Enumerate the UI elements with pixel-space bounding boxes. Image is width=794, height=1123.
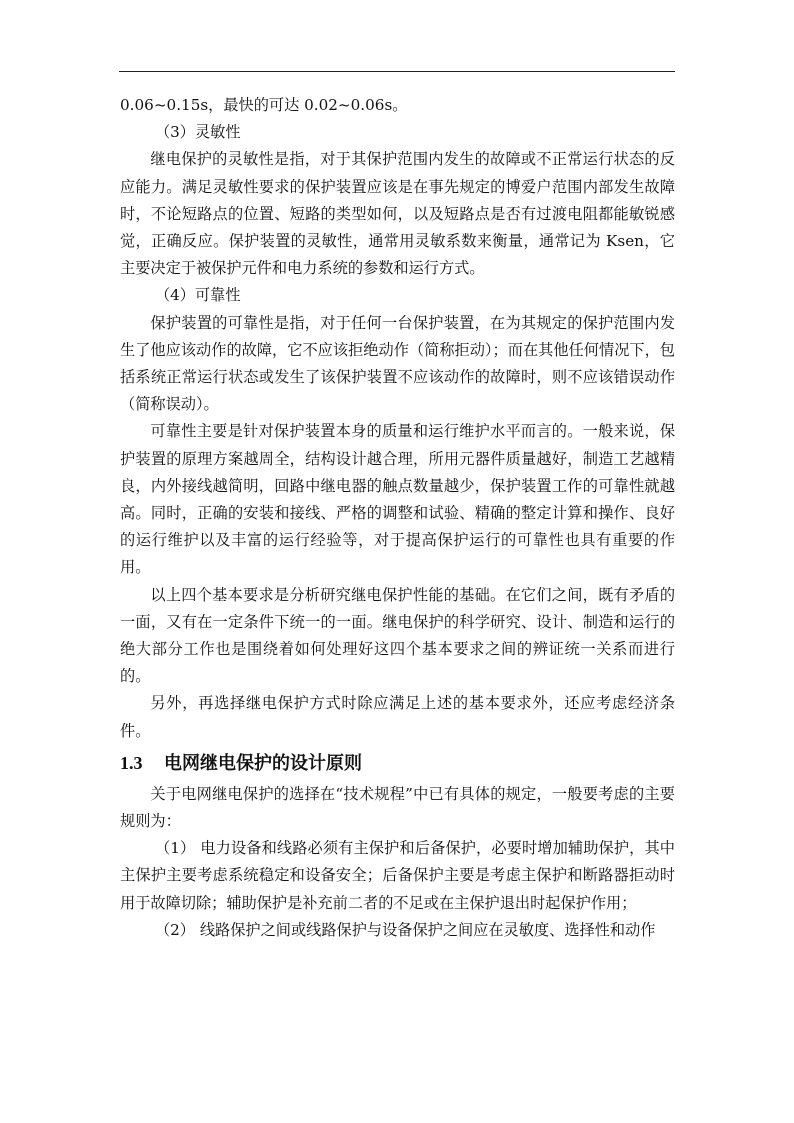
paragraph-reliability-factors: 可靠性主要是针对保护装置本身的质量和运行维护水平而言的。一般来说，保护装置的原理方案越周全，结构设计越合理，所用元器件质量越好，制造工艺越精良，内外接线越简明，回路中继电器的触点数量越少，保护装置工作的可靠性就越高。同时，正确的安装和接线、严格的调整和试验、精确的整定计算和操作、良好的运行维护以及丰富的运行经验等，对于提高保护运行的可靠性也具有重要的作用。 bbox=[120, 422, 675, 577]
section-number: 1.3 bbox=[120, 752, 143, 773]
paragraph-design-principles-intro: 关于电网继电保护的选择在“技术规程”中已有具体的规定，一般要考虑的主要规则为： bbox=[120, 784, 675, 831]
paragraph-requirements-summary: 以上四个基本要求是分析研究继电保护性能的基础。在它们之间，既有矛盾的一面，又有在一定条件下统一的一面。继电保护的科学研究、设计、制造和运行的绝大部分工作也是围绕着如何处理好这四个基本要求之间的辨证统一关系而进行的。 bbox=[120, 585, 675, 686]
subheading-reliability: （4）可靠性 bbox=[154, 286, 241, 305]
paragraph-economy: 另外，再选择继电保护方式时除应满足上述的基本要求外，还应考虑经济条件。 bbox=[120, 694, 675, 740]
paragraph-reliability-definition: 保护装置的可靠性是指，对于任何一台保护装置，在为其规定的保护范围内发生了他应该动作的故障，它不应该拒绝动作（简称拒动）；而在其他任何情况下，包括系统正常运行状态或发生了该保护装置不应该动作的故障时，则不应该错误动作（简称误动）。 bbox=[120, 313, 675, 414]
body-text bbox=[120, 92, 675, 944]
section-title: 电网继电保护的设计原则 bbox=[164, 752, 362, 774]
list-item-rule-1: （1） 电力设备和线路必须有主保护和后备保护，必要时增加辅助保护，其中主保护主要考虑系统稳定和设备安全；后备保护主要是考虑主保护和断路器拒动时用于故障切除；辅助保护是补充前二者的不足或在主保护退出时起保护作用； bbox=[120, 839, 675, 912]
header-rule bbox=[119, 71, 675, 72]
paragraph-continuation: 0.06~0.15s，最快的可达 0.02~0.06s。 bbox=[120, 96, 408, 114]
section-heading bbox=[120, 745, 675, 781]
paragraph-sensitivity: 继电保护的灵敏性是指，对于其保护范围内发生的故障或不正常运行状态的反应能力。满足灵敏性要求的保护装置应该是在事先规定的博爱户范围内部发生故障时，不论短路点的位置、短路的类型如何，以及短路点是否有过渡电阻都能敏锐感觉，正确反应。保护装置的灵敏性，通常用灵敏系数来衡量，通常记为 Ksen，它主要决定于被保护元件和电力系统的参数和运行方式。 bbox=[120, 150, 675, 278]
list-item-rule-2: （2） 线路保护之间或线路保护与设备保护之间应在灵敏度、选择性和动作 bbox=[154, 920, 656, 939]
subheading-sensitivity: （3）灵敏性 bbox=[154, 123, 241, 142]
